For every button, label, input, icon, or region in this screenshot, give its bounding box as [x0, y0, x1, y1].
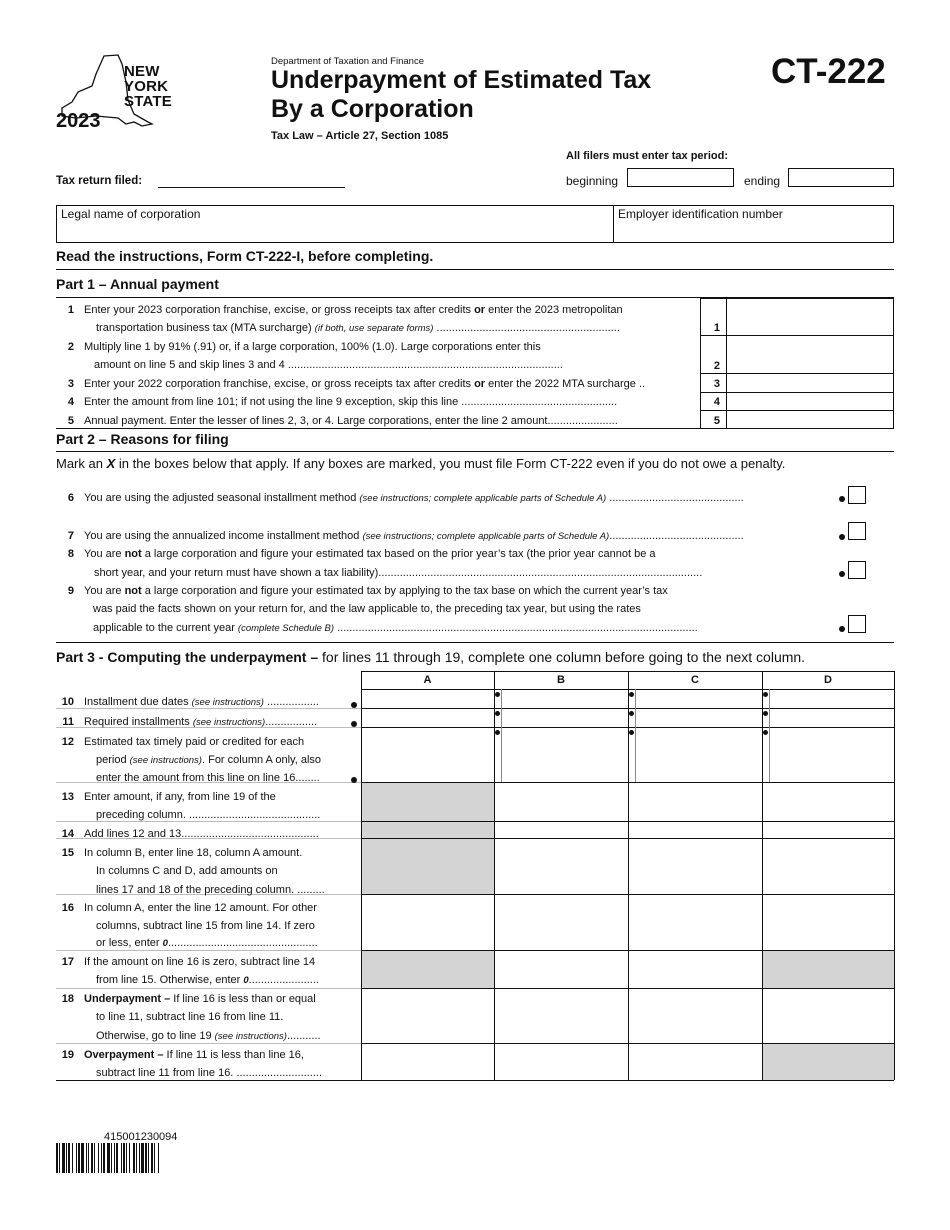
box-number: 3: [713, 378, 720, 390]
line10-col-c-field[interactable]: [629, 690, 762, 708]
column-b-header: B: [557, 674, 565, 686]
column-d-header: D: [824, 674, 832, 686]
state-name: NEW YORK STATE: [124, 63, 172, 110]
line10-col-d-field[interactable]: [763, 690, 894, 708]
line-number: 11: [62, 716, 74, 728]
box-number: 5: [713, 415, 720, 427]
line16-col-b-field[interactable]: [495, 895, 628, 950]
line15-col-c-field[interactable]: [629, 839, 762, 894]
ending-label: ending: [744, 174, 781, 188]
line11-col-a-field[interactable]: [362, 709, 494, 727]
ein-label: Employer identification number: [618, 207, 783, 221]
line8-text: You are not a large corporation and figure your estimated tax based on the prior year’s tax (the prior year cannot be a: [84, 548, 656, 560]
line-number: 15: [61, 847, 74, 859]
grid-vline: [894, 671, 895, 1080]
line-number: 10: [61, 696, 74, 708]
line-number: 16: [61, 902, 74, 914]
tax-return-filed-label: Tax return filed:: [56, 175, 143, 187]
line19-col-c-field[interactable]: [629, 1044, 762, 1080]
line13-col-c-field[interactable]: [629, 783, 762, 821]
line13-col-a-field[interactable]: [362, 783, 494, 821]
line17-col-a-field[interactable]: [362, 951, 494, 988]
column-a-header: A: [423, 674, 432, 686]
line18-col-b-field[interactable]: [495, 989, 628, 1043]
line18-col-d-field[interactable]: [763, 989, 894, 1043]
line14-col-c-field[interactable]: [629, 822, 762, 838]
barcode-bar: [159, 1143, 161, 1173]
line18-text-cont: to line 11, subtract line 16 from line 11.: [96, 1011, 284, 1023]
line13-col-d-field[interactable]: [763, 783, 894, 821]
line19-col-a-field[interactable]: [362, 1044, 494, 1080]
line-number: 8: [67, 548, 74, 560]
line15-text-cont2: lines 17 and 18 of the preceding column. .........: [96, 884, 325, 896]
line7-text: You are using the annualized income installment method (see instructions; complete applicable parts of Schedule A)............................................: [84, 530, 744, 542]
line17-col-d-field[interactable]: [763, 951, 894, 988]
line10-text: Installment due dates (see instructions) .................: [84, 696, 319, 708]
box-number: 1: [713, 322, 720, 334]
box-number: 4: [713, 396, 720, 408]
line-number: 12: [61, 736, 74, 748]
line10-col-a-field[interactable]: [362, 690, 494, 708]
line6-text: You are using the adjusted seasonal installment method (see instructions; complete applicable parts of Schedule A) ............................................: [84, 492, 744, 504]
column-c-header: C: [691, 674, 699, 686]
line3-text: Enter your 2022 corporation franchise, excise, or gross receipts tax after credits or enter the 2022 MTA surcharge ..: [84, 378, 646, 390]
line15-col-b-field[interactable]: [495, 839, 628, 894]
line19-text-cont: subtract line 11 from line 16. ............................: [96, 1067, 322, 1079]
line14-col-d-field[interactable]: [763, 822, 894, 838]
line-number: 7: [67, 530, 74, 542]
box-number: 2: [713, 360, 720, 372]
form-number: CT-222: [771, 52, 886, 91]
instructions-note: Read the instructions, Form CT-222-I, before completing.: [56, 248, 434, 264]
line13-text: Enter amount, if any, from line 19 of the: [84, 791, 276, 803]
line11-text: Required installments (see instructions).................: [84, 716, 318, 728]
line12-col-d-field[interactable]: [763, 728, 894, 782]
line13-text-cont: preceding column. ...........................................: [96, 809, 321, 821]
line-number: 19: [61, 1049, 74, 1061]
line15-text: In column B, enter line 18, column A amount.: [84, 847, 303, 859]
line2-text-cont: amount on line 5 and skip lines 3 and 4 ..........................................................................................: [94, 359, 563, 371]
line14-col-b-field[interactable]: [495, 822, 628, 838]
part1-heading: Part 1 – Annual payment: [56, 276, 219, 292]
line9-text-cont: was paid the facts shown on your return for, and the law applicable to, the preceding tax year, but using the rates: [93, 603, 641, 615]
grid-hline: [361, 671, 894, 672]
line12-text-cont2: enter the amount from this line on line 16........: [96, 772, 320, 784]
line13-col-b-field[interactable]: [495, 783, 628, 821]
label-rule: [56, 1043, 361, 1044]
form-title: Underpayment of Estimated Tax By a Corporation: [271, 66, 652, 123]
tax-law-reference: Tax Law – Article 27, Section 1085: [271, 130, 449, 142]
line-number: 18: [61, 993, 74, 1005]
line14-col-a-field[interactable]: [362, 822, 494, 838]
line19-col-d-field[interactable]: [763, 1044, 894, 1080]
line17-text-cont: from line 15. Otherwise, enter 0.......................: [96, 974, 319, 986]
line-number: 17: [61, 956, 74, 968]
line12-col-c-field[interactable]: [629, 728, 762, 782]
label-rule: [56, 988, 361, 989]
line18-text-cont2: Otherwise, go to line 19 (see instructions)...........: [96, 1030, 321, 1042]
line-number: 14: [61, 828, 74, 840]
line4-text: Enter the amount from line 101; if not using the line 9 exception, skip this line ...................................................: [84, 396, 618, 408]
line-number: 13: [61, 791, 74, 803]
line17-text: If the amount on line 16 is zero, subtract line 14: [84, 956, 316, 968]
line16-col-a-field[interactable]: [362, 895, 494, 950]
line-number: 3: [67, 378, 74, 390]
part2-intro: Mark an X in the boxes below that apply. If any boxes are marked, you must file Form CT-222 even if you do not owe a penalty.: [56, 456, 786, 471]
line15-text-cont: In columns C and D, add amounts on: [96, 865, 278, 877]
line18-col-c-field[interactable]: [629, 989, 762, 1043]
line15-col-a-field[interactable]: [362, 839, 494, 894]
line-number: 5: [67, 415, 74, 427]
line14-text: Add lines 12 and 13.............................................: [84, 828, 319, 840]
part3-heading: Part 3 - Computing the underpayment – for lines 11 through 19, complete one column before going to the next column.: [56, 649, 806, 665]
line11-col-b-field[interactable]: [495, 709, 628, 727]
line-number: 9: [67, 585, 74, 597]
part2-heading: Part 2 – Reasons for filing: [56, 431, 229, 447]
line12-col-a-field[interactable]: [362, 728, 494, 782]
tax-period-heading: All filers must enter tax period:: [566, 150, 728, 162]
line1-text: Enter your 2023 corporation franchise, excise, or gross receipts tax after credits or enter the 2023 metropolitan: [84, 304, 623, 316]
label-rule: [56, 821, 361, 822]
line5-text: Annual payment. Enter the lesser of lines 2, 3, or 4. Large corporations, enter the line 2 amount.......................: [84, 415, 618, 427]
line9-text: You are not a large corporation and figure your estimated tax by applying to the tax base on which the current year’s tax: [84, 585, 668, 597]
legal-name-label: Legal name of corporation: [61, 207, 201, 221]
line12-text: Estimated tax timely paid or credited for each: [84, 736, 305, 748]
line16-text-cont: columns, subtract line 15 from line 14. If zero: [96, 920, 315, 932]
line17-col-b-field[interactable]: [495, 951, 628, 988]
line17-col-c-field[interactable]: [629, 951, 762, 988]
line19-col-b-field[interactable]: [495, 1044, 628, 1080]
line11-col-d-field[interactable]: [763, 709, 894, 727]
line16-col-c-field[interactable]: [629, 895, 762, 950]
line-number: 2: [67, 341, 74, 353]
line1-text-cont: transportation business tax (MTA surcharge) (if both, use separate forms) ............................................................: [96, 322, 620, 334]
line9-text-cont2: applicable to the current year (complete Schedule B) ......................................................................................................................: [93, 622, 698, 634]
line12-text-cont: period (see instructions). For column A only, also: [96, 754, 322, 766]
line18-text: Underpayment – If line 16 is less than or equal: [84, 993, 316, 1005]
barcode-number: 415001230094: [104, 1131, 178, 1143]
bullet-icon: [351, 702, 357, 708]
line19-text: Overpayment – If line 11 is less than line 16,: [84, 1049, 304, 1061]
line16-text: In column A, enter the line 12 amount. For other: [84, 902, 317, 914]
line16-col-d-field[interactable]: [763, 895, 894, 950]
tax-year: 2023: [56, 110, 101, 132]
barcode: [56, 1143, 240, 1173]
department-name: Department of Taxation and Finance: [271, 56, 424, 67]
line8-text-cont: short year, and your return must have shown a tax liability)..........................................................................................................: [94, 567, 703, 579]
bullet-icon: [351, 721, 357, 727]
beginning-label: beginning: [566, 174, 619, 188]
line-number: 6: [67, 492, 74, 504]
grid-hline: [56, 1080, 894, 1081]
line16-text-cont2: or less, enter 0.................................................: [96, 937, 318, 949]
line-number: 1: [67, 304, 74, 316]
label-rule: [56, 708, 361, 709]
label-rule: [56, 950, 361, 951]
line-number: 4: [67, 396, 74, 408]
line2-text: Multiply line 1 by 91% (.91) or, if a large corporation, 100% (1.0). Large corporations enter this: [84, 341, 541, 353]
line15-col-d-field[interactable]: [763, 839, 894, 894]
line11-col-c-field[interactable]: [629, 709, 762, 727]
line10-col-b-field[interactable]: [495, 690, 628, 708]
line18-col-a-field[interactable]: [362, 989, 494, 1043]
bullet-icon: [351, 777, 357, 783]
line12-col-b-field[interactable]: [495, 728, 628, 782]
